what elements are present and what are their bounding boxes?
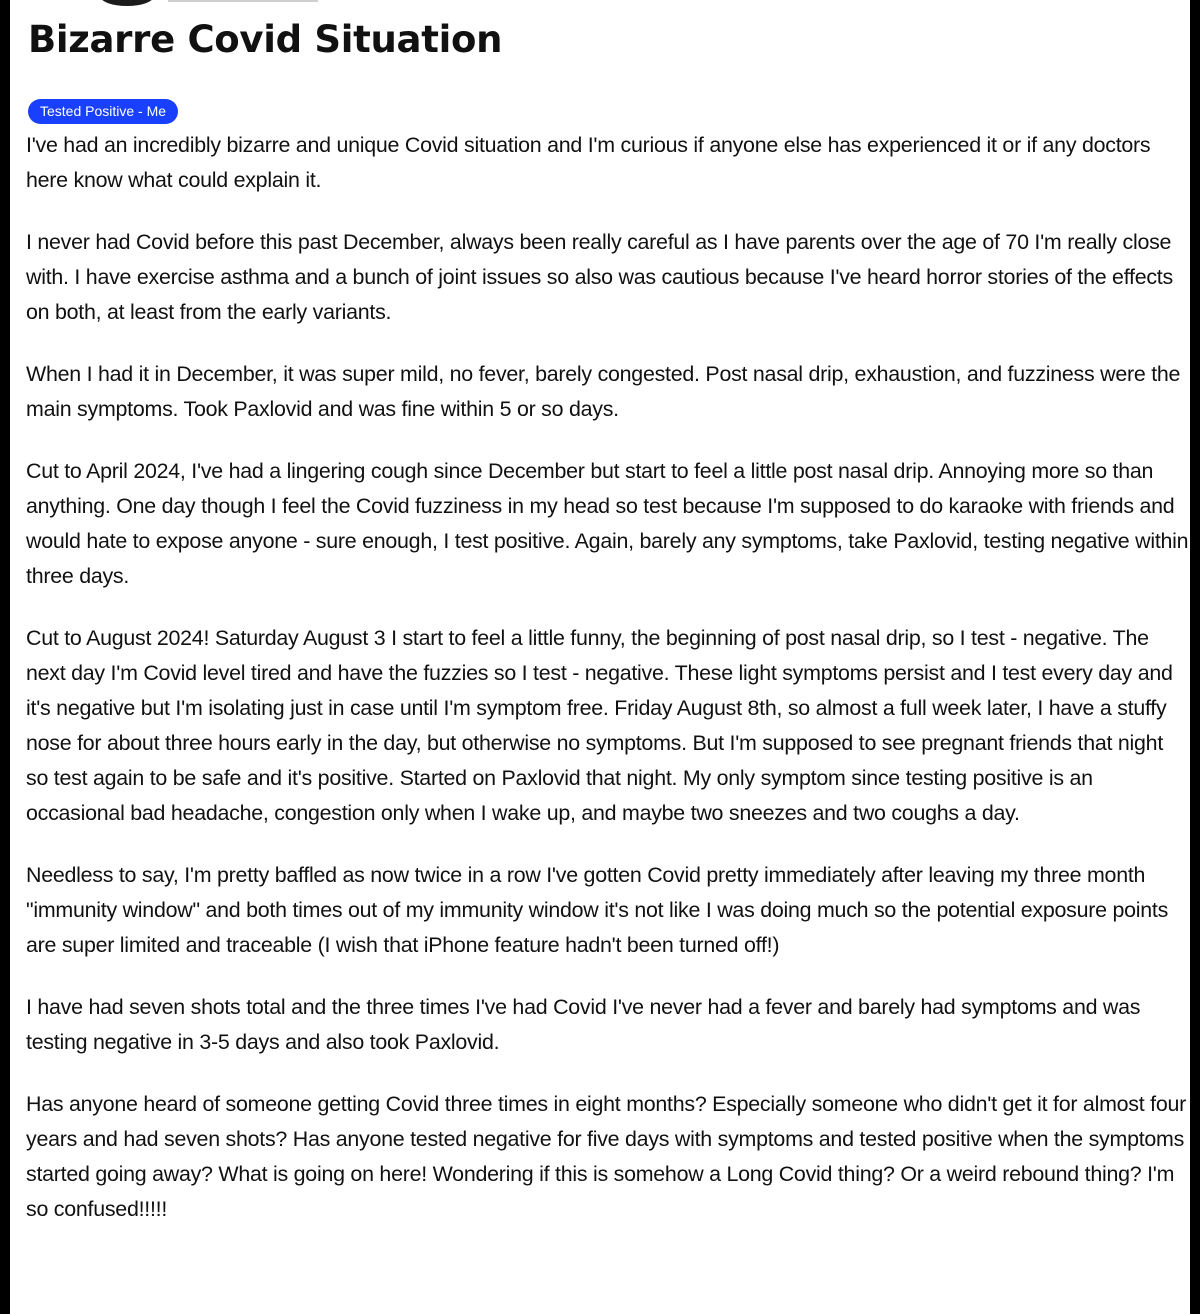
post-body xyxy=(26,128,1190,1254)
post-meta-header xyxy=(168,0,318,2)
post-paragraph: I never had Covid before this past December, always been really careful as I have parents over the age of 70 I'm really close with. I have exercise asthma and a bunch of joint issues so also was cautious because I've heard horror stories of the effects on both, at least from the early variants. xyxy=(26,230,1173,324)
community-avatar[interactable] xyxy=(100,0,154,6)
post-paragraph: Cut to August 2024! Saturday August 3 I start to feel a little funny, the beginning of post nasal drip, so I test - negative. The next day I'm Covid level tired and have the fuzzies so I test - negative. These light symptoms persist and I test every day and it's negative but I'm isolating just in case until I'm symptom free. Friday August 8th, so almost a full week later, I have a stuffy nose for about three hours early in the day, but otherwise no symptoms. But I'm supposed to see pregnant friends that night so test again to be safe and it's positive. Started on Paxlovid that night. My only symptom since testing positive is an occasional bad headache, congestion only when I wake up, and maybe two sneezes and two coughs a day. xyxy=(26,626,1173,825)
post-paragraph: I have had seven shots total and the three times I've had Covid I've never had a fever and barely had symptoms and was testing negative in 3-5 days and also took Paxlovid. xyxy=(26,995,1141,1054)
post-container xyxy=(10,0,1190,1314)
post-title[interactable]: Bizarre Covid Situation xyxy=(28,18,503,61)
post-paragraph: Cut to April 2024, I've had a lingering cough since December but start to feel a little post nasal drip. Annoying more so than anything. One day though I feel the Covid fuzziness in my head so test because I'm supposed to do karaoke with friends and would hate to expose anyone - sure enough, I test positive. Again, barely any symptoms, take Paxlovid, testing negative within three days. xyxy=(26,459,1189,588)
post-paragraph: Has anyone heard of someone getting Covid three times in eight months? Especially someone who didn't get it for almost four years and had seven shots? Has anyone tested negative for five days with symptoms and tested positive when the symptoms started going away? What is going on here! Wondering if this is somehow a Long Covid thing? Or a weird rebound thing? I'm so confused!!!!! xyxy=(26,1092,1186,1221)
post-flair[interactable]: Tested Positive - Me xyxy=(28,99,178,124)
post-paragraph: Needless to say, I'm pretty baffled as now twice in a row I've gotten Covid pretty immediately after leaving my three month "immunity window" and both times out of my immunity window it's not like I was doing much so the potential exposure points are super limited and traceable (I wish that iPhone feature hadn't been turned off!) xyxy=(26,863,1169,957)
post-paragraph: I've had an incredibly bizarre and unique Covid situation and I'm curious if anyone else has experienced it or if any doctors here know what could explain it. xyxy=(26,133,1151,192)
post-paragraph: When I had it in December, it was super mild, no fever, barely congested. Post nasal drip, exhaustion, and fuzziness were the main symptoms. Took Paxlovid and was fine within 5 or so days. xyxy=(26,362,1181,421)
